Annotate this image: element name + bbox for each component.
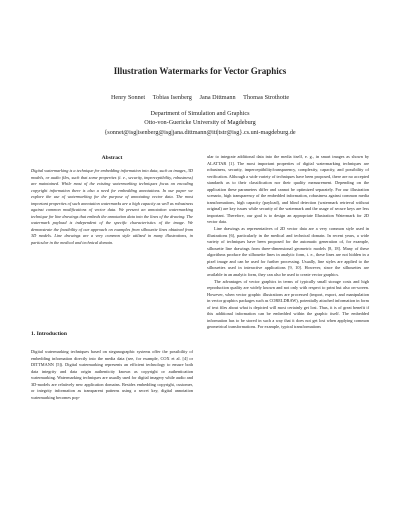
abstract-text: Digital watermarking is a technique for embedding information into data, such as images, 3D models, or audio files, such that some properties (i. e., security, imperceptibility, robustness) are maintained. While most of the existing watermarking techniques focus on encoding copyright information there is also a need for embedding annotations. In our paper we explore the use of watermarking for the purpose of annotating vector data. The most important properties of such annotation watermarks are a high capacity as well as robustness against common modifications of vector data. We present an annotation watermarking technique for line drawings that embeds the annotation data into the lines of the drawing. The watermark payload is independent of the specific characteristics of the image. We demonstrate the feasibility of our approach on examples from silhouette lines obtained from 3D models. Line drawings are a very common style utilized in many illustrations, in particular in the medical and technical domain.	[31, 168, 193, 245]
abstract-body	[31, 168, 193, 246]
author-list: Henry Sonnet Tobias Isenberg Jana Dittmann Thomas Strothotte	[110, 94, 290, 101]
affiliation-university: Otto-von-Guericke University of Magdeburg	[144, 119, 256, 127]
introduction-body	[31, 349, 193, 401]
section-heading-introduction: 1. Introduction	[31, 331, 67, 337]
affiliation	[0, 109, 400, 137]
abstract-heading: Abstract	[101, 155, 123, 161]
right-paragraph-1: ular to integrate additional data into the media itself, e. g., in smart images as shown by ALATTAR [1]. The most important properties of digital watermarking techniques are robustness, security, imperceptibility/transparency, complexity, capacity, and possibility of verification. Although a wide variety of techniques have been proposed, there are no accepted standards as to their classification nor their quality measurement. Depending on the application these parameters differ and cannot be optimized separately. For our illustration scenario, high transparency of the embedded information, robustness against common media transformations, high capacity (payload), and blind detection (watermark retrieval without original) are key issues while security of the watermark and the usage of secure keys are less important. Therefore, our goal is to design an appropriate Illustration Watermark for 2D vector data.	[207, 154, 369, 224]
right-paragraph-3: The advantages of vector graphics in terms of typically small storage costs and high reproduction quality are widely known and not only with respect to print but also on-screen. However, when vector graphic illustrations are processed (import, export, and manipulation in vector graphics packages such as CORELDRAW), potentially attached information in form of text files about what is depicted will most certainly get lost. Thus, it is of great benefit if this additional information can be embedded within the graphic itself. The embedded information has to be stored in such a way that it does not get lost when applying common geometrical transformations. For example, typical transformations	[207, 278, 369, 329]
affiliation-department: Department of Simulation and Graphics	[150, 110, 250, 117]
introduction-paragraph: Digital watermarking techniques based on steganographic systems offer the possibility of embedding information directly into the media data (see, for example, COX et al. [4] or DITTMANN [5]). Digital watermarking represents an efficient technology to ensure both data integrity and data origin authenticity known as copyright or authentication watermarking. Watermarking techniques are usually used for digital imagery while audio and 3D-models are relatively new application domains. Besides embedding copyright, customer, or integrity information as transparent patterns using a secret key, digital annotation watermarking becomes pop-	[31, 349, 193, 400]
right-paragraph-2: Line drawings as representatives of 2D vector data are a very common style used in illustrations [6], particularly in the medical and technical domain. In recent years, a wide variety of techniques have been proposed for the automatic generation of, for example, silhouette line drawings from three-dimensional geometric models [8, 18]. Many of these algorithms produce the silhouette lines in analytic form, i. e., these lines are not hidden in a pixel image and can be used for further processing. Usually, line styles are applied to the silhouettes used in interactive applications [9, 10]. However, since the silhouettes are available in an analytic form, they can also be used to create vector graphics.	[207, 226, 369, 277]
right-column	[207, 154, 369, 331]
affiliation-emails: {sonnet@isg|isenberg@isg|jana.dittmann@iti|tstr@isg}.cs.uni-magdeburg.de	[104, 128, 296, 136]
paper-title: Illustration Watermarks for Vector Graphics	[113, 66, 287, 76]
